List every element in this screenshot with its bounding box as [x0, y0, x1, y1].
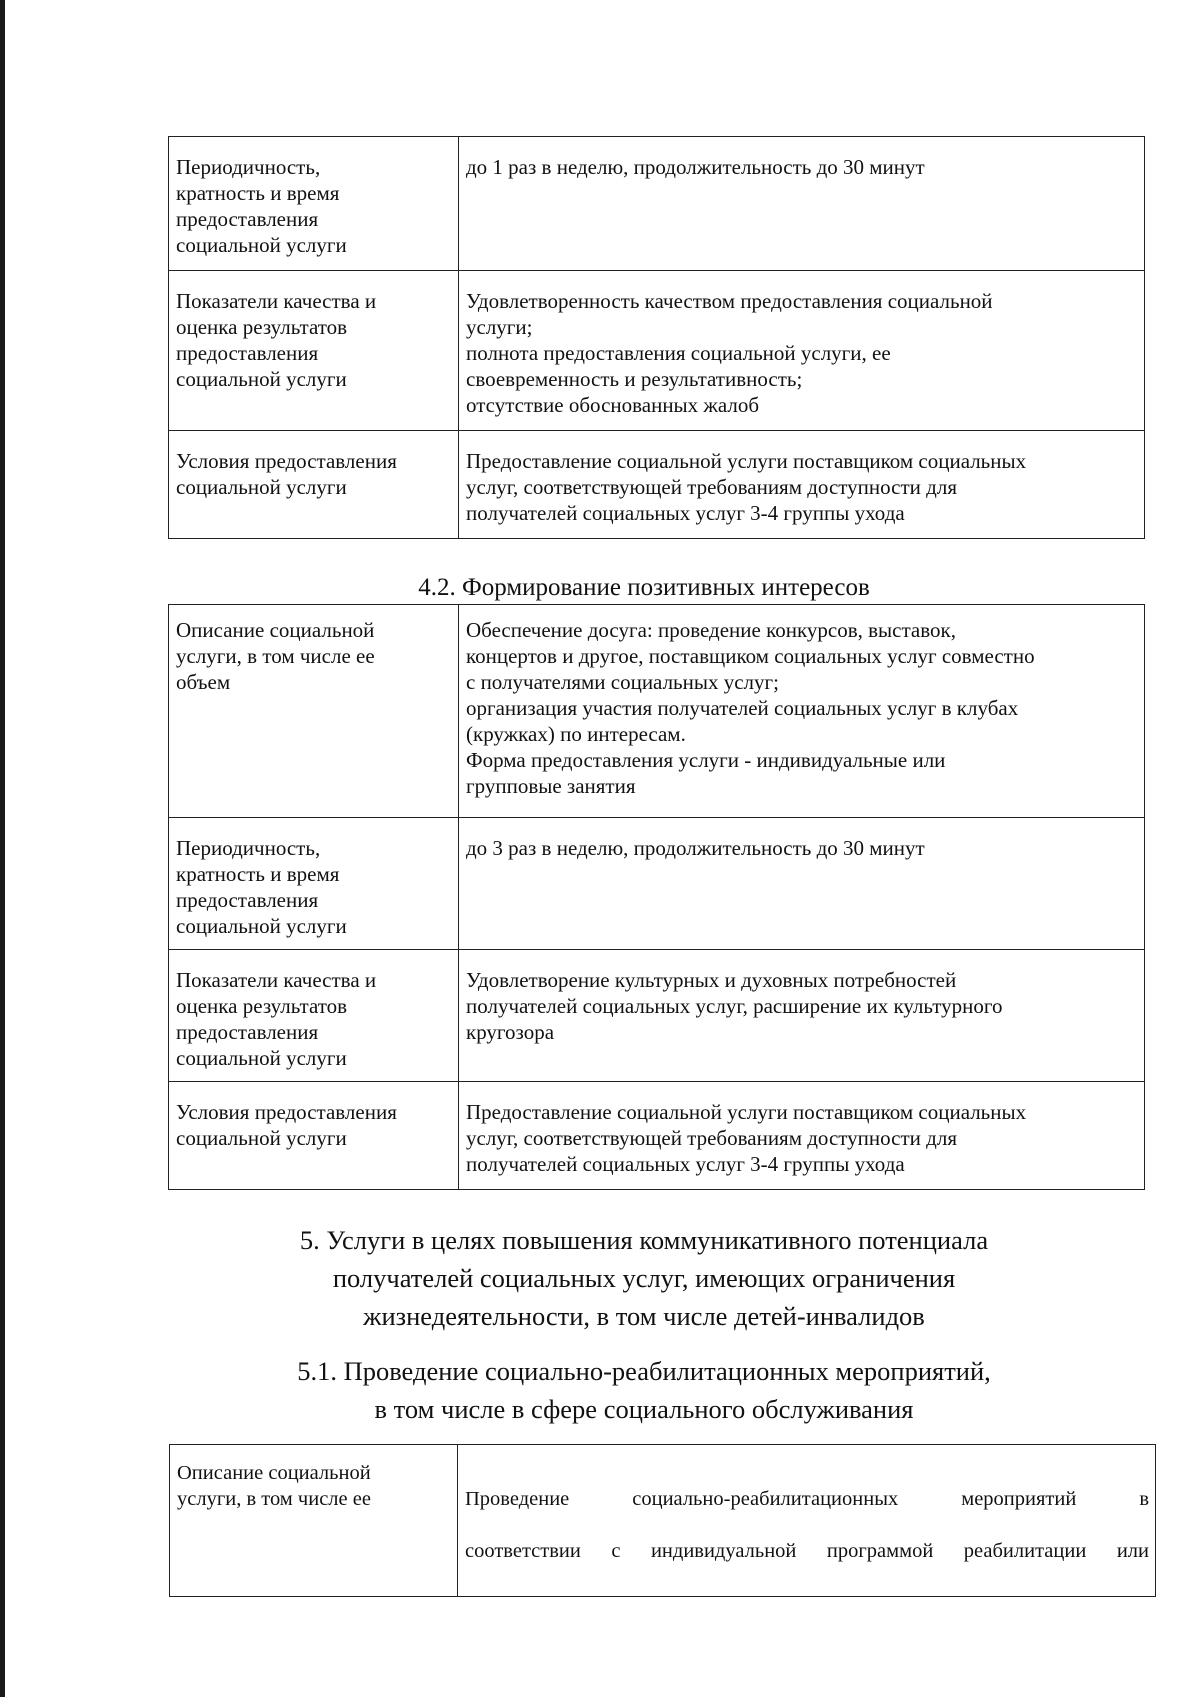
row-label-quality: Показатели качества и оценка результатов предоставления социальной услуги: [169, 950, 459, 1082]
row-label-description: Описание социальной услуги, в том числе ее объем: [169, 605, 459, 818]
row-label-periodicity: Периодичность, кратность и время предоставления социальной услуги: [169, 137, 459, 271]
scan-left-edge: [0, 0, 5, 1697]
service-table-5-1: [169, 1444, 1156, 1597]
row-value-line: соответствии с индивидуальной программой реабилитации или: [465, 1540, 1149, 1562]
table-row: [170, 1445, 1156, 1597]
row-value-conditions: Предоставление социальной услуги поставщиком социальных услуг, соответствующей требованиям доступности для получателей социальных услуг 3-4 группы ухода: [459, 431, 1145, 539]
table-row: [169, 271, 1145, 431]
row-value-periodicity: до 1 раз в неделю, продолжительность до 30 минут: [459, 137, 1145, 271]
table-row: [169, 818, 1145, 950]
row-label-description: Описание социальной услуги, в том числе ее: [170, 1445, 458, 1597]
row-value-periodicity: до 3 раз в неделю, продолжительность до 30 минут: [459, 818, 1145, 950]
row-label-conditions: Условия предоставления социальной услуги: [169, 1082, 459, 1190]
section-title-5: 5. Услуги в целях повышения коммуникативного потенциала получателей социальных услуг, имеющих ограничения жизнедеятельности, в том числе детей-инвалидов: [299, 1225, 989, 1331]
table-row: [169, 431, 1145, 539]
subsection-title-4-2: 4.2. Формирование позитивных интересов: [418, 574, 870, 601]
row-value-line: Проведение социально-реабилитационных мероприятий в: [465, 1488, 1149, 1510]
row-label-conditions: Условия предоставления социальной услуги: [169, 431, 459, 539]
service-table-4-2: [168, 604, 1145, 1190]
row-value-quality: Удовлетворение культурных и духовных потребностей получателей социальных услуг, расширение их культурного кругозора: [459, 950, 1145, 1082]
table-row: [169, 950, 1145, 1082]
row-label-quality: Показатели качества и оценка результатов предоставления социальной услуги: [169, 271, 459, 431]
table-row: [169, 605, 1145, 818]
table-row: [169, 1082, 1145, 1190]
table-row: [169, 137, 1145, 271]
row-label-periodicity: Периодичность, кратность и время предоставления социальной услуги: [169, 818, 459, 950]
row-value-quality: Удовлетворенность качеством предоставления социальной услуги; полнота предоставления социальной услуги, ее своевременность и результативность; отсутствие обоснованных жалоб: [459, 271, 1145, 431]
row-value-conditions: Предоставление социальной услуги поставщиком социальных услуг, соответствующей требованиям доступности для получателей социальных услуг 3-4 группы ухода: [459, 1082, 1145, 1190]
subsection-title-5-1: 5.1. Проведение социально-реабилитационных мероприятий, в том числе в сфере социального обслуживания: [297, 1356, 991, 1424]
row-value-description: [458, 1445, 1156, 1597]
service-table-4-1-continued: [168, 136, 1145, 539]
row-value-description: Обеспечение досуга: проведение конкурсов, выставок, концертов и другое, поставщиком социальных услуг совместно с получателями социальных услуг; организация участия получателей социальных услуг в клубах (кружках) по интересам. Форма предоставления услуги - индивидуальные или групповые занятия: [459, 605, 1145, 818]
